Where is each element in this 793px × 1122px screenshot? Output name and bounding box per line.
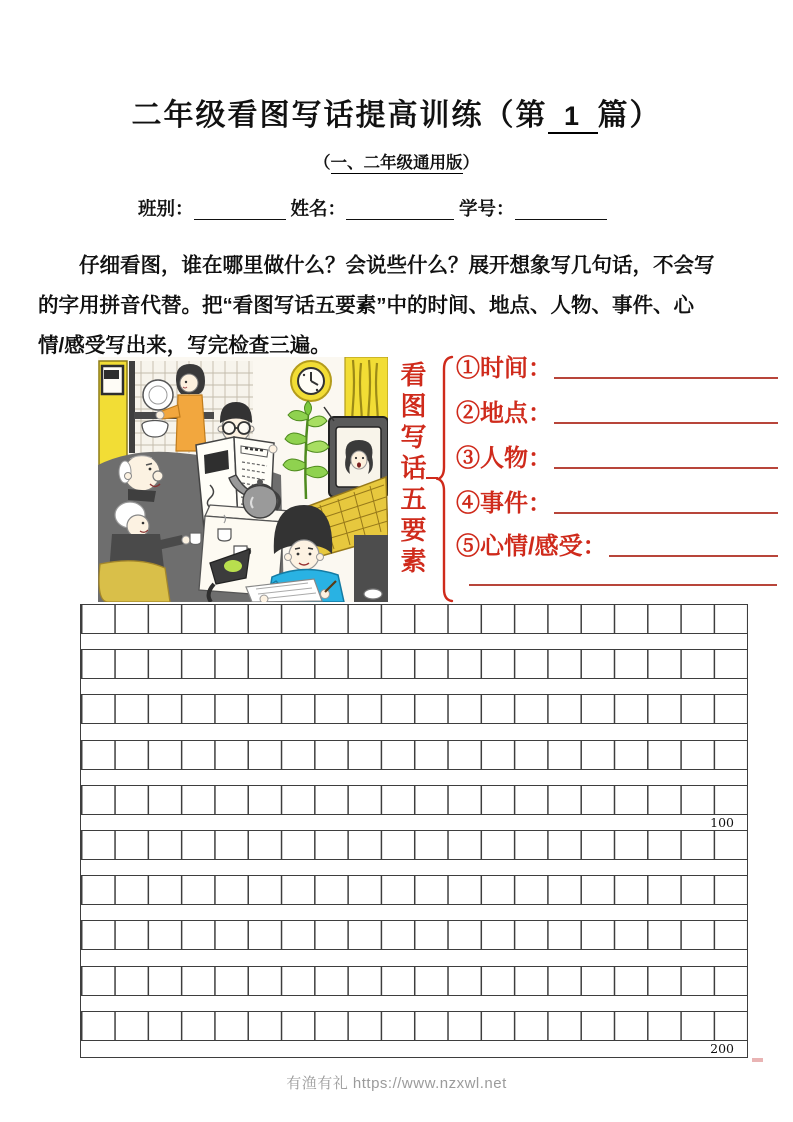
wall-clock (291, 361, 331, 401)
title-suffix: 篇） (597, 99, 662, 132)
class-input-line[interactable] (194, 199, 286, 220)
student-id-label: 学号： (459, 198, 515, 219)
element-feeling-label: ⑤心情/感受： (456, 533, 607, 560)
grid-writing-row[interactable] (81, 1012, 747, 1041)
family-scene-illustration (98, 357, 388, 602)
subtitle-text: 一、二年级通用版 (330, 154, 463, 172)
grid-gap-row (81, 770, 747, 786)
title-prefix: 二年级看图写话提高训练（第 (131, 99, 548, 132)
grid-writing-row[interactable] (81, 967, 747, 996)
name-input-line[interactable] (346, 199, 454, 220)
element-event-label: ④事件： (456, 490, 552, 517)
element-time-label: ①时间： (456, 355, 552, 382)
char-count-marker-100: 100 (81, 815, 747, 831)
page-title (0, 90, 793, 134)
grid-gap-row (81, 950, 747, 966)
footer-watermark: 有渔有礼 https://www.nzxwl.net (286, 1075, 507, 1092)
element-feeling-input-line[interactable] (609, 533, 778, 557)
grid-gap-row (81, 724, 747, 740)
grid-gap-row (81, 905, 747, 921)
grid-gap-row (81, 634, 747, 650)
class-label: 班别： (138, 198, 194, 219)
element-person-input-line[interactable] (554, 445, 778, 469)
issue-number: 1 (548, 101, 598, 134)
subtitle-close-paren: ） (462, 154, 479, 172)
student-id-input-line[interactable] (515, 199, 607, 220)
subtitle-open-paren: （ (314, 154, 331, 172)
grid-writing-row[interactable] (81, 921, 747, 950)
grid-writing-row[interactable] (81, 831, 747, 860)
grid-gap-row (81, 860, 747, 876)
grid-writing-row[interactable] (81, 605, 747, 634)
grid-gap-row (81, 996, 747, 1012)
subtitle (0, 149, 793, 173)
element-time-input-line[interactable] (554, 355, 778, 379)
element-person-row (456, 438, 778, 473)
element-person-label: ③人物： (456, 445, 552, 472)
student-info-form (138, 198, 612, 220)
element-place-row (456, 393, 778, 428)
curly-brace (436, 355, 456, 603)
five-elements-vertical-label: 看图写话五要素 (397, 361, 427, 578)
element-feeling-row (456, 526, 778, 561)
grid-writing-row[interactable] (81, 741, 747, 770)
instruction-line: 仔细看图，谁在哪里做什么？会说些什么？展开想象写几句话，不会写 (79, 254, 715, 277)
element-time-row (456, 348, 778, 383)
char-count-marker-200: 200 (710, 1040, 734, 1056)
grid-writing-row[interactable] (81, 786, 747, 815)
instruction-line: 情/感受写出来，写完检查三遍。 (38, 334, 331, 357)
writing-grid[interactable] (80, 604, 748, 1058)
element-event-row (456, 483, 778, 518)
element-event-input-line[interactable] (554, 490, 778, 514)
grid-gap-row (81, 679, 747, 695)
grid-writing-row[interactable] (81, 876, 747, 905)
pink-mark (752, 1058, 763, 1062)
name-label: 姓名： (290, 198, 347, 219)
instruction-line: 的字用拼音代替。把“看图写话五要素”中的时间、地点、人物、事件、心 (38, 294, 694, 317)
grid-writing-row[interactable] (81, 650, 747, 679)
grid-writing-row[interactable] (81, 695, 747, 724)
element-feeling-extra-line[interactable] (469, 563, 777, 586)
element-place-input-line[interactable] (554, 400, 778, 424)
element-place-label: ②地点： (456, 400, 552, 427)
